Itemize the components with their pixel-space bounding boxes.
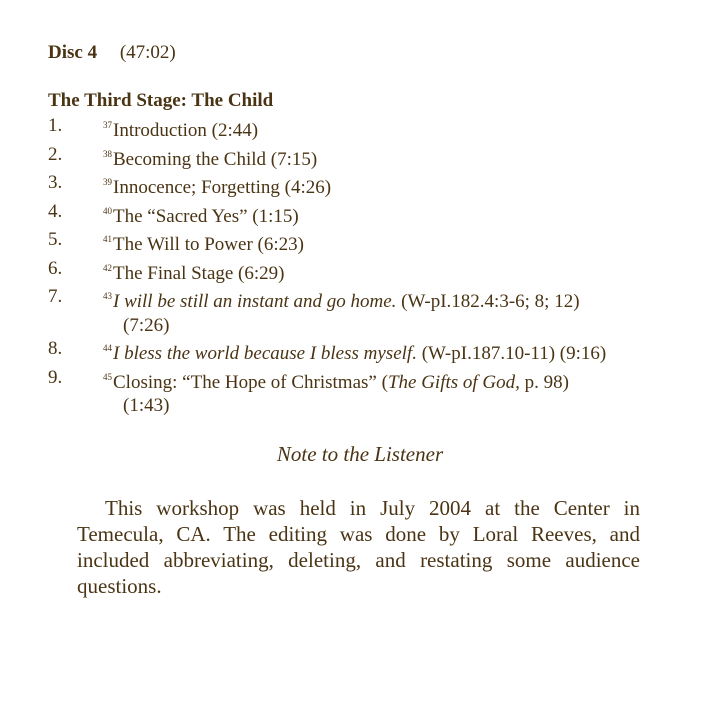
track-title: The “Sacred Yes” (1:15) xyxy=(113,205,299,227)
track-reference: 43 xyxy=(103,291,112,301)
track-duration: (1:43) xyxy=(123,395,170,416)
track-item xyxy=(48,366,688,418)
track-reference: 37 xyxy=(103,120,112,130)
track-reference: 41 xyxy=(103,234,112,244)
track-list xyxy=(48,114,688,418)
track-item xyxy=(48,143,688,172)
track-reference: 42 xyxy=(103,262,112,273)
track-title: The Will to Power (6:23) xyxy=(113,234,304,255)
track-citation: (W-pI.182.4:3-6; 8; 12) xyxy=(396,291,580,312)
track-item xyxy=(48,114,688,143)
track-source-italic: The Gifts of God, xyxy=(387,371,520,393)
track-title: Introduction (2:44) xyxy=(113,120,259,141)
track-item xyxy=(48,337,688,366)
track-title: Closing: “The Hope of Christmas” ( xyxy=(113,371,388,393)
track-number: 2. xyxy=(48,143,63,165)
track-reference: 39 xyxy=(103,177,112,187)
track-citation: (W-pI.187.10-11) (9:16) xyxy=(416,343,607,364)
track-item xyxy=(48,257,688,286)
track-title-italic: I will be still an instant and go home. xyxy=(113,291,397,312)
track-item xyxy=(48,285,688,337)
track-number: 6. xyxy=(48,257,63,279)
track-reference: 44 xyxy=(103,343,112,353)
track-reference: 45 xyxy=(103,371,112,382)
track-number: 8. xyxy=(48,338,63,359)
track-title-italic: I bless the world because I bless myself. xyxy=(113,343,417,364)
track-title: Becoming the Child (7:15) xyxy=(113,148,318,170)
track-title: Innocence; Forgetting (4:26) xyxy=(113,177,332,198)
track-item xyxy=(48,200,688,229)
track-citation: p. 98) xyxy=(519,371,569,393)
disc-label: Disc 4 xyxy=(48,42,98,63)
track-number: 3. xyxy=(48,172,63,193)
track-number: 9. xyxy=(48,366,63,388)
track-duration: (7:26) xyxy=(123,314,170,336)
note-body: This workshop was held in July 2004 at the Center in Temecula, CA. The editing was done by Loral Reeves, and included abbreviating, deleting, and restating some audience questions. xyxy=(77,496,640,598)
track-reference: 40 xyxy=(103,205,112,216)
track-number: 4. xyxy=(48,200,63,222)
disc-duration: (47:02) xyxy=(119,42,176,63)
stage-heading: The Third Stage: The Child xyxy=(48,90,274,111)
track-reference: 38 xyxy=(103,148,112,159)
track-number: 1. xyxy=(48,115,63,136)
disc-header xyxy=(48,42,176,64)
track-item xyxy=(48,228,688,257)
track-title: The Final Stage (6:29) xyxy=(113,262,285,284)
note-title: Note to the Listener xyxy=(276,442,444,466)
track-number: 5. xyxy=(48,229,63,250)
track-number: 7. xyxy=(48,286,63,307)
track-item xyxy=(48,171,688,200)
